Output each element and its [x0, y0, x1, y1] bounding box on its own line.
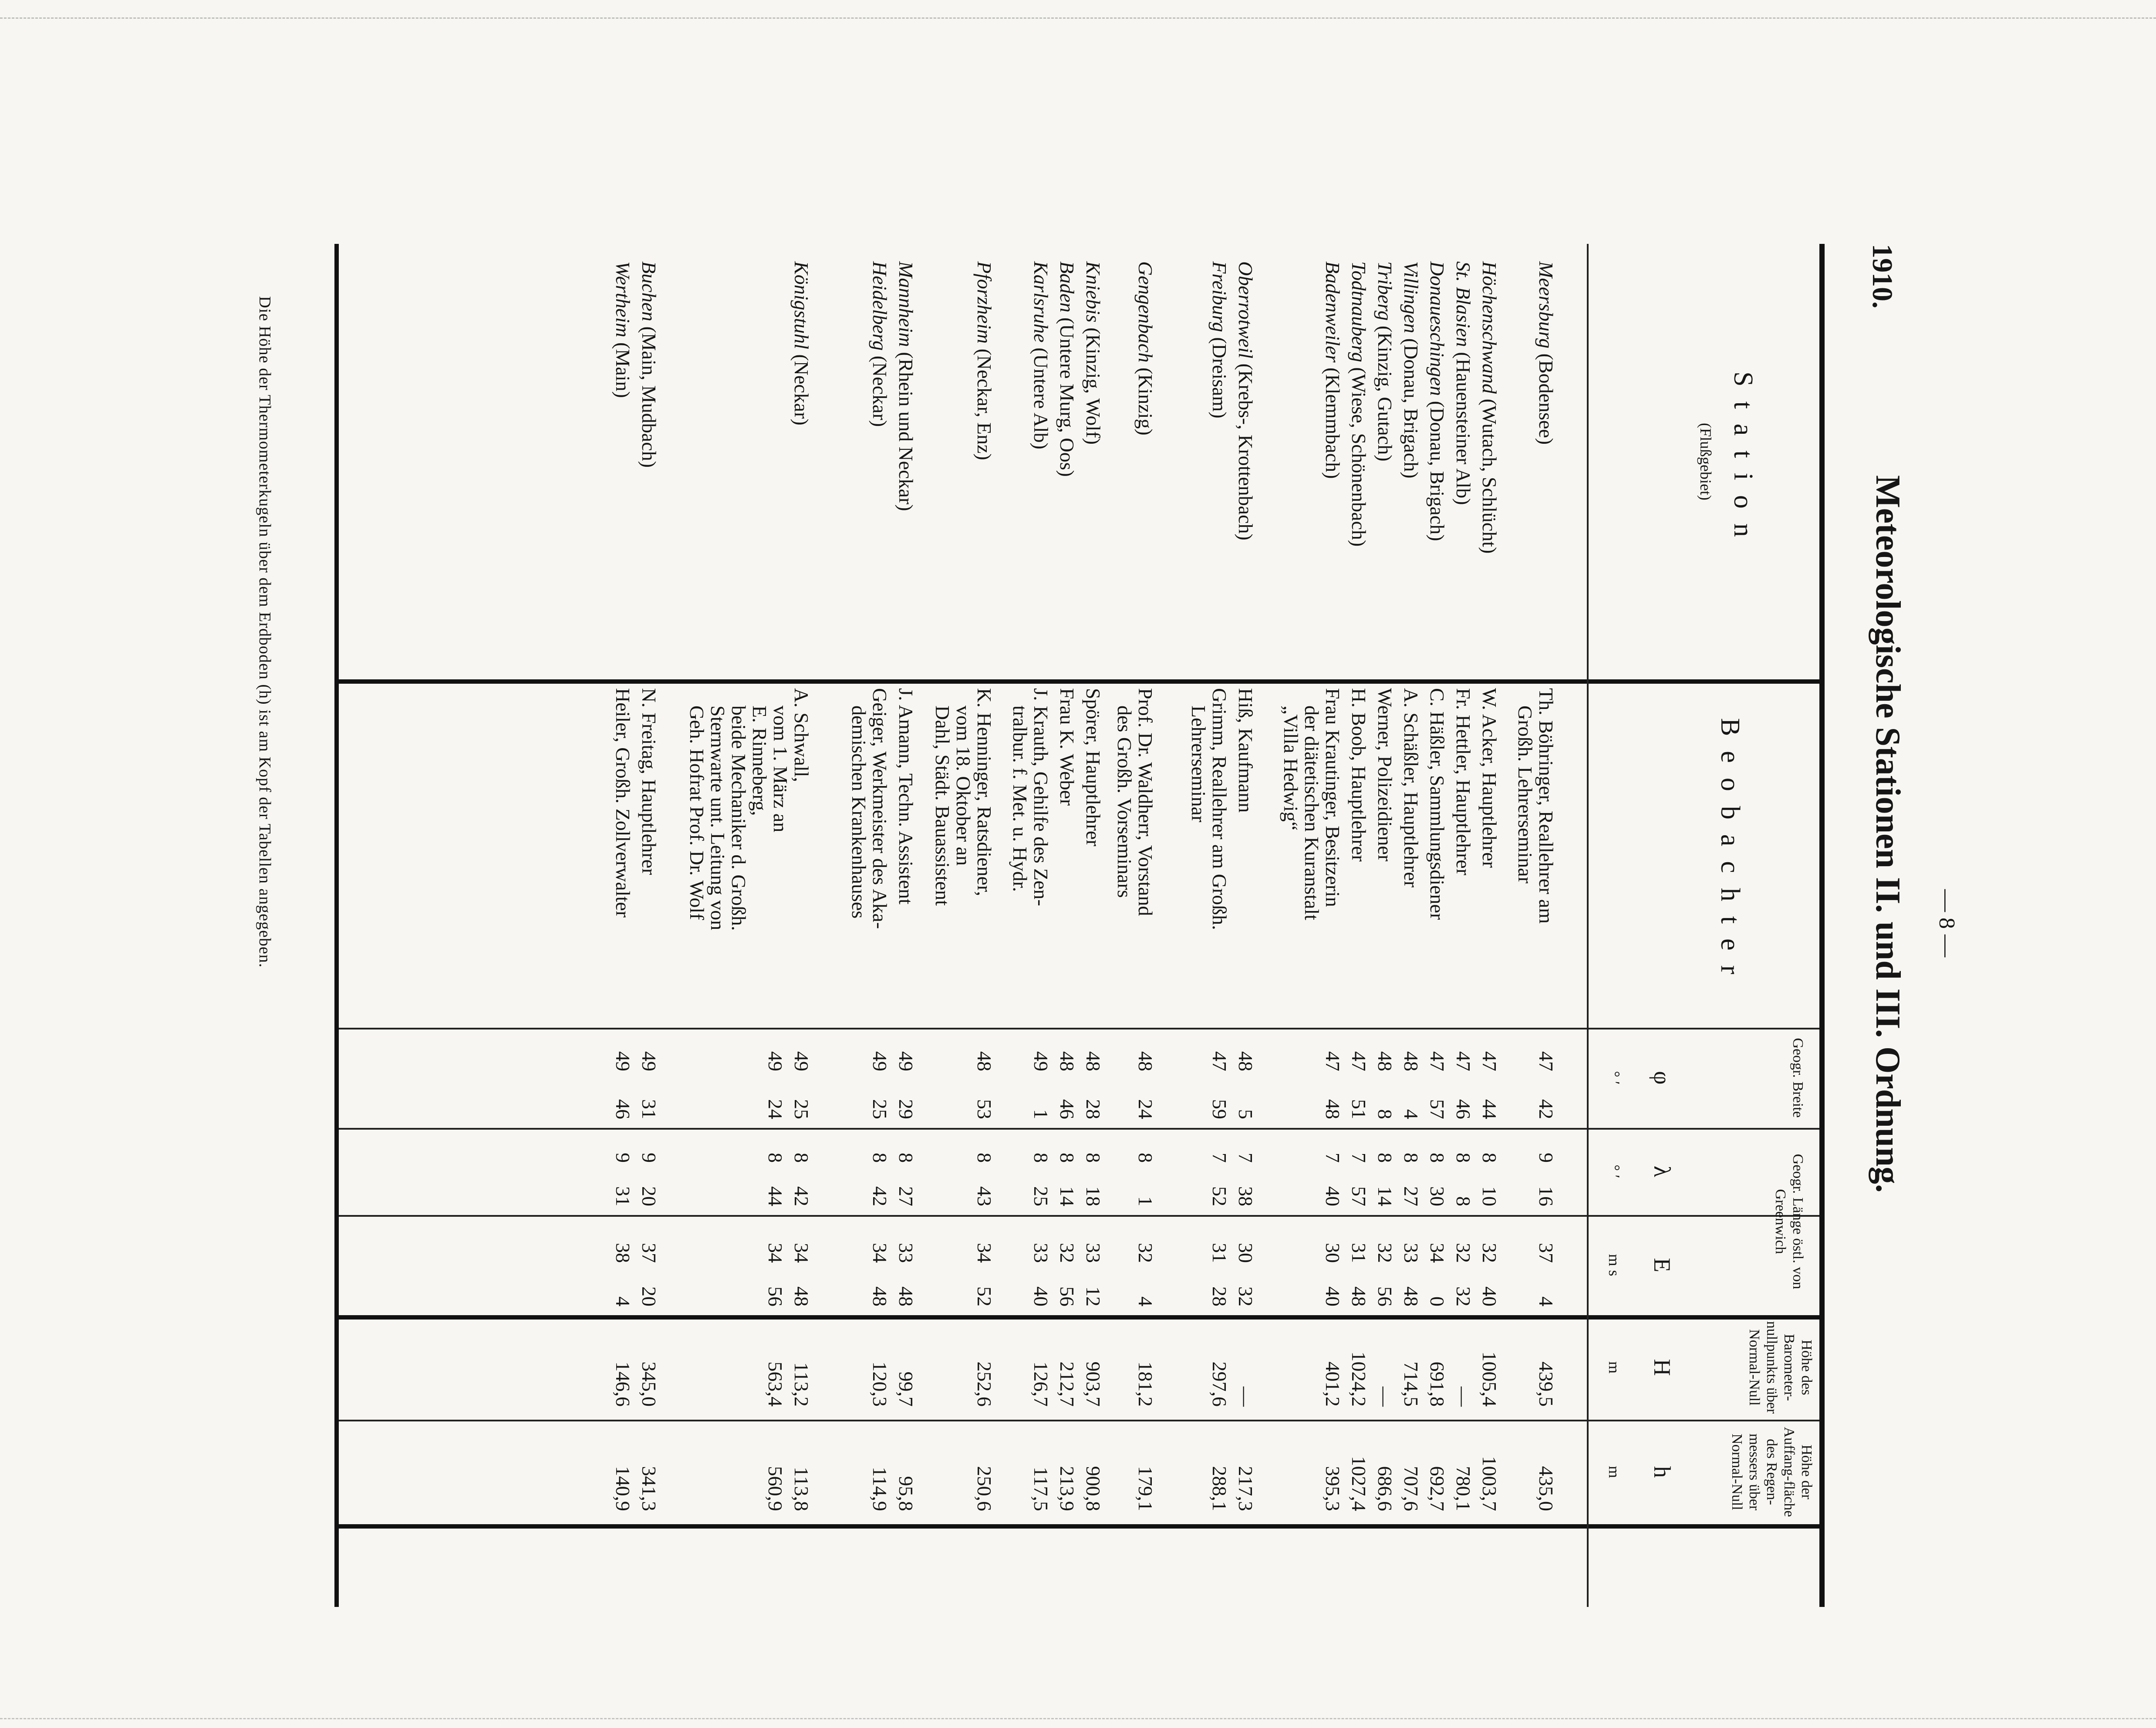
value-lam-deg: 8 — [764, 1153, 786, 1163]
value-lam-min: 52 — [1208, 1186, 1231, 1206]
value-phi-deg: 49 — [612, 1051, 634, 1071]
value-H: 401,2 — [1322, 1361, 1344, 1407]
station-name: Freiburg — [1208, 261, 1231, 332]
value-e-m: 34 — [790, 1243, 813, 1263]
station-cell — [1373, 261, 1397, 675]
value-lam-deg: 8 — [1056, 1153, 1078, 1163]
observer-line: A. Schwall, — [790, 688, 813, 782]
river-basin: (Hauensteiner Alb) — [1452, 347, 1474, 505]
value-h: 288,1 — [1208, 1466, 1231, 1511]
station-name: Wertheim — [612, 261, 634, 338]
value-lam-min: 44 — [764, 1186, 786, 1206]
value-lam-min: 42 — [869, 1186, 891, 1206]
column-rule — [339, 1524, 1819, 1529]
station-name: Mannheim — [895, 261, 917, 347]
value-lam-min: 43 — [973, 1186, 995, 1206]
station-name: Triberg — [1374, 261, 1396, 321]
column-rule — [339, 1420, 1819, 1421]
station-name: Höchenschwand — [1478, 261, 1501, 394]
value-lam-deg: 7 — [1208, 1153, 1231, 1163]
value-phi-min: 59 — [1208, 1099, 1231, 1119]
value-H: 563,4 — [764, 1361, 786, 1407]
value-phi-min: 29 — [895, 1099, 917, 1119]
value-e-s: 48 — [1400, 1286, 1422, 1306]
value-e-m: 32 — [1134, 1243, 1157, 1263]
value-H: — — [1235, 1387, 1257, 1407]
value-h: 213,9 — [1056, 1466, 1078, 1511]
value-e-s: 40 — [1322, 1286, 1344, 1306]
value-lam-min: 27 — [895, 1186, 917, 1206]
value-phi-min: 1 — [1030, 1109, 1052, 1119]
observer-line: E. Rinneberg, — [749, 705, 771, 816]
value-lam-deg: 8 — [1082, 1153, 1104, 1163]
value-h: 140,9 — [612, 1466, 634, 1511]
value-phi-min: 57 — [1426, 1099, 1448, 1119]
value-e-s: 4 — [612, 1296, 634, 1306]
value-lam-deg: 7 — [1348, 1153, 1370, 1163]
value-H: 903,7 — [1082, 1361, 1104, 1407]
value-e-m: 37 — [1535, 1243, 1557, 1263]
observer-line: Th. Böhringer, Reallehrer am — [1535, 688, 1557, 924]
station-cell — [972, 261, 996, 675]
station-header: Station — [1728, 371, 1758, 552]
station-cell — [1425, 261, 1449, 675]
value-e-s: 52 — [973, 1286, 995, 1306]
value-h: 1003,7 — [1478, 1456, 1501, 1511]
observer-line: Sternwarte unt. Leitung von — [707, 705, 729, 931]
value-lam-min: 31 — [612, 1186, 634, 1206]
observer-line: der diätetischen Kuranstalt — [1301, 705, 1323, 921]
station-cell — [1451, 261, 1475, 675]
barometer-height-header: Höhe des Barometer-nullpunkts über Normal-Null — [1746, 1321, 1815, 1414]
value-phi-min: 31 — [638, 1099, 660, 1119]
value-lam-deg: 8 — [895, 1153, 917, 1163]
value-lam-min: 14 — [1374, 1186, 1396, 1206]
value-phi-min: 46 — [1056, 1099, 1078, 1119]
station-name: Königstuhl — [790, 261, 813, 349]
value-H: 1024,2 — [1348, 1351, 1370, 1407]
river-basin: (Main, Mudbach) — [638, 321, 660, 468]
lambda-symbol: λ — [1649, 1165, 1675, 1178]
value-phi-min: 4 — [1400, 1109, 1422, 1119]
observer-line: beide Mechaniker d. Großh. — [728, 705, 750, 931]
value-lam-min: 14 — [1056, 1186, 1078, 1206]
station-cell — [637, 261, 661, 675]
observer-line: Prof. Dr. Waldherr, Vorstand — [1134, 688, 1157, 916]
value-H: 439,5 — [1535, 1361, 1557, 1407]
station-name: Meersburg — [1535, 261, 1557, 349]
value-h: 900,8 — [1082, 1466, 1104, 1511]
value-phi-deg: 49 — [638, 1051, 660, 1071]
value-e-s: 48 — [1348, 1286, 1370, 1306]
value-phi-min: 8 — [1374, 1109, 1396, 1119]
value-H: 120,3 — [869, 1361, 891, 1407]
value-H: 99,7 — [895, 1371, 917, 1407]
observer-line: H. Boob, Hauptlehrer — [1348, 688, 1370, 862]
value-lam-min: 42 — [790, 1186, 813, 1206]
value-lam-deg: 8 — [1400, 1153, 1422, 1163]
value-H: 113,2 — [790, 1362, 813, 1407]
observer-line: demischen Krankenhauses — [848, 705, 870, 919]
value-lam-min: 1 — [1134, 1196, 1157, 1206]
value-lam-min: 10 — [1478, 1186, 1501, 1206]
value-H: — — [1452, 1387, 1474, 1407]
river-basin: (Bodensee) — [1535, 348, 1557, 445]
value-lam-min: 18 — [1082, 1186, 1104, 1206]
value-phi-min: 24 — [764, 1099, 786, 1119]
value-phi-deg: 48 — [1400, 1051, 1422, 1071]
value-lam-min: 38 — [1235, 1186, 1257, 1206]
station-cell — [1207, 261, 1232, 675]
scan-edge-bottom — [0, 1718, 2156, 1719]
observer-line: Heiler, Großh. Zollverwalter — [612, 688, 634, 918]
observer-line: Frau K. Weber — [1056, 688, 1078, 806]
value-phi-deg: 47 — [1322, 1051, 1344, 1071]
value-lam-min: 57 — [1348, 1186, 1370, 1206]
value-h: 686,6 — [1374, 1466, 1396, 1511]
value-H: 1005,4 — [1478, 1351, 1501, 1407]
value-e-s: 20 — [638, 1286, 660, 1306]
station-name: Villingen — [1400, 261, 1422, 334]
h-upper-symbol: H — [1649, 1359, 1675, 1376]
value-H: 212,7 — [1056, 1361, 1078, 1407]
value-phi-min: 24 — [1134, 1099, 1157, 1119]
value-phi-deg: 48 — [1134, 1051, 1157, 1071]
station-name: Buchen — [638, 261, 660, 321]
observer-header: Beobachter — [1715, 718, 1745, 989]
value-e-m: 33 — [1030, 1243, 1052, 1263]
value-e-s: 0 — [1426, 1296, 1448, 1306]
column-rule — [339, 679, 1819, 684]
observer-line: N. Freitag, Hauptlehrer — [638, 688, 660, 875]
station-cell — [1346, 261, 1371, 675]
latitude-header: Geogr. Breite — [1790, 1038, 1806, 1118]
value-lam-deg: 8 — [1478, 1153, 1501, 1163]
value-e-m: 32 — [1478, 1243, 1501, 1263]
river-basin: (Dreisam) — [1208, 332, 1231, 418]
value-h: 435,0 — [1535, 1466, 1557, 1511]
value-phi-deg: 47 — [1478, 1051, 1501, 1071]
station-cell — [1233, 261, 1258, 675]
value-e-m: 32 — [1374, 1243, 1396, 1263]
value-phi-deg: 47 — [1535, 1051, 1557, 1071]
observer-line: J. Amann, Techn. Assistent — [895, 688, 917, 904]
value-e-s: 28 — [1208, 1286, 1231, 1306]
value-e-s: 4 — [1535, 1296, 1557, 1306]
value-lam-deg: 9 — [612, 1153, 634, 1163]
station-name: St. Blasien — [1452, 261, 1474, 347]
station-cell — [867, 261, 892, 675]
value-H: 714,5 — [1400, 1361, 1422, 1407]
value-phi-deg: 48 — [1082, 1051, 1104, 1071]
station-name: Badenweiler — [1322, 261, 1344, 363]
footnote: Die Höhe der Thermometerkugeln über dem Erdboden (h) ist am Kopf der Tabellen angegeben. — [256, 296, 274, 968]
station-cell — [1133, 261, 1157, 675]
river-basin: (Untere Murg, Oos) — [1056, 312, 1078, 477]
h-lower-symbol: h — [1649, 1466, 1675, 1478]
value-lam-deg: 9 — [638, 1153, 660, 1163]
value-lam-min: 30 — [1426, 1186, 1448, 1206]
value-h: 217,3 — [1235, 1466, 1257, 1511]
value-lam-deg: 8 — [1426, 1153, 1448, 1163]
value-lam-min: 20 — [638, 1186, 660, 1206]
value-h: 707,6 — [1400, 1466, 1422, 1511]
value-H: — — [1374, 1387, 1396, 1407]
value-phi-deg: 48 — [1235, 1051, 1257, 1071]
rotated-document-page — [192, 244, 1959, 1607]
station-subheader: (Flußgebiet) — [1697, 423, 1714, 500]
value-lam-deg: 9 — [1535, 1153, 1557, 1163]
value-phi-min: 53 — [973, 1099, 995, 1119]
station-name: Gengenbach — [1134, 261, 1157, 363]
value-lam-min: 8 — [1452, 1196, 1474, 1206]
phi-symbol: φ — [1649, 1071, 1675, 1085]
station-name: Baden — [1056, 261, 1078, 313]
station-name: Pforzheim — [973, 261, 995, 344]
observer-line: A. Schäßler, Hauptlehrer — [1400, 688, 1422, 888]
value-H: 126,7 — [1030, 1361, 1052, 1407]
station-name: Oberrotweil — [1235, 261, 1257, 359]
observer-line: Dahl, Städt. Bauassistent — [931, 705, 954, 906]
unit-m-s: m s — [1606, 1254, 1623, 1276]
value-lam-deg: 8 — [1134, 1153, 1157, 1163]
longitude-header: Geogr. Länge östl. von Greenwich — [1772, 1154, 1806, 1289]
value-e-s: 48 — [869, 1286, 891, 1306]
value-e-m: 30 — [1322, 1243, 1344, 1263]
value-lam-deg: 8 — [1452, 1153, 1474, 1163]
observer-line: K. Henninger, Ratsdiener, — [973, 688, 995, 896]
station-cell — [789, 261, 813, 675]
page-number: — 8 — — [1934, 889, 1959, 957]
value-h: 692,7 — [1426, 1466, 1448, 1511]
river-basin: (Wiese, Schönenbach) — [1348, 362, 1370, 547]
river-basin: (Untere Alb) — [1030, 342, 1052, 449]
value-phi-deg: 49 — [790, 1051, 813, 1071]
value-phi-min: 46 — [1452, 1099, 1474, 1119]
value-e-m: 34 — [869, 1243, 891, 1263]
value-lam-deg: 7 — [1322, 1153, 1344, 1163]
value-e-s: 40 — [1478, 1286, 1501, 1306]
rain-gauge-height-header: Höhe der Auffang-fläche des Regen-messers über Normal-Null — [1729, 1427, 1815, 1517]
value-phi-deg: 49 — [1030, 1051, 1052, 1071]
river-basin: (Krebs-, Krottenbach) — [1235, 358, 1257, 540]
station-cell — [1081, 261, 1105, 675]
river-basin: (Wutach, Schlücht) — [1478, 394, 1501, 554]
value-e-m: 34 — [1426, 1243, 1448, 1263]
station-cell — [611, 261, 635, 675]
value-e-m: 38 — [612, 1243, 634, 1263]
observer-line: Lehrerseminar — [1188, 705, 1210, 823]
value-h: 114,9 — [869, 1467, 891, 1511]
observer-line: Geh. Hofrat Prof. Dr. Wolf — [686, 705, 708, 920]
value-e-s: 56 — [764, 1286, 786, 1306]
value-h: 341,3 — [638, 1466, 660, 1511]
page-title: Meteorologische Stationen II. und III. Ordnung. — [1869, 475, 1907, 1193]
observer-line: Frau Krautinger, Besitzerin — [1322, 688, 1344, 907]
value-e-s: 4 — [1134, 1296, 1157, 1306]
value-e-m: 31 — [1208, 1243, 1231, 1263]
value-lam-deg: 8 — [1030, 1153, 1052, 1163]
value-h: 560,9 — [764, 1466, 786, 1511]
observer-line: „Villa Hedwig“ — [1280, 705, 1302, 831]
value-phi-min: 28 — [1082, 1099, 1104, 1119]
unit-deg-min: ° ′ — [1606, 1071, 1623, 1085]
river-basin: (Klemmbach) — [1322, 362, 1344, 479]
column-rule — [339, 1028, 1819, 1029]
stations-table — [334, 244, 1825, 1607]
value-phi-min: 25 — [869, 1099, 891, 1119]
value-e-s: 48 — [790, 1286, 813, 1306]
value-h: 179,1 — [1134, 1466, 1157, 1511]
value-e-s: 56 — [1374, 1286, 1396, 1306]
column-rule — [339, 1128, 1819, 1130]
value-h: 113,8 — [790, 1467, 813, 1511]
value-phi-min: 51 — [1348, 1099, 1370, 1119]
value-e-m: 33 — [1400, 1243, 1422, 1263]
unit-m: m — [1606, 1361, 1623, 1374]
river-basin: (Donau, Brigach) — [1426, 396, 1448, 541]
value-lam-deg: 8 — [869, 1153, 891, 1163]
station-name: Donaueschingen — [1426, 261, 1448, 396]
value-H: 297,6 — [1208, 1361, 1231, 1407]
river-basin: (Neckar) — [790, 349, 813, 425]
value-phi-deg: 49 — [764, 1051, 786, 1071]
value-lam-deg: 8 — [1374, 1153, 1396, 1163]
observer-line: Hiß, Kaufmann — [1235, 688, 1257, 813]
value-H: 252,6 — [973, 1361, 995, 1407]
river-basin: (Neckar) — [869, 351, 891, 427]
station-cell — [1477, 261, 1501, 675]
value-e-s: 32 — [1235, 1286, 1257, 1306]
station-cell — [1320, 261, 1345, 675]
river-basin: (Neckar, Enz) — [973, 344, 995, 460]
value-e-s: 56 — [1056, 1286, 1078, 1306]
observer-line: Geiger, Werkmeister des Aka- — [869, 688, 891, 929]
river-basin: (Kinzig, Wolf) — [1082, 322, 1104, 445]
river-basin: (Kinzig) — [1134, 362, 1157, 435]
value-phi-deg: 48 — [973, 1051, 995, 1071]
value-e-m: 34 — [764, 1243, 786, 1263]
value-h: 780,1 — [1452, 1466, 1474, 1511]
year-label: 1910. — [1866, 244, 1898, 309]
column-rule — [339, 1215, 1819, 1217]
value-h: 250,6 — [973, 1466, 995, 1511]
observer-line: Werner, Polizeidiener — [1374, 688, 1396, 862]
value-lam-min: 16 — [1535, 1186, 1557, 1206]
value-lam-min: 27 — [1400, 1186, 1422, 1206]
value-e-m: 32 — [1056, 1243, 1078, 1263]
value-phi-deg: 47 — [1208, 1051, 1231, 1071]
value-phi-min: 5 — [1235, 1109, 1257, 1119]
value-lam-deg: 8 — [973, 1153, 995, 1163]
value-phi-min: 44 — [1478, 1099, 1501, 1119]
value-phi-deg: 47 — [1452, 1051, 1474, 1071]
unit-deg-min: ° ′ — [1606, 1164, 1623, 1178]
e-symbol: E — [1649, 1258, 1675, 1272]
unit-m: m — [1606, 1465, 1623, 1478]
value-e-m: 33 — [895, 1243, 917, 1263]
value-phi-min: 46 — [612, 1099, 634, 1119]
value-e-m: 32 — [1452, 1243, 1474, 1263]
observer-line: vom 18. Oktober an — [952, 705, 975, 866]
value-h: 95,8 — [895, 1476, 917, 1511]
observer-line: W. Acker, Hauptlehrer — [1478, 688, 1501, 868]
header-rule — [1587, 244, 1589, 1607]
value-phi-min: 48 — [1322, 1099, 1344, 1119]
column-rule — [339, 1315, 1819, 1320]
value-e-s: 40 — [1030, 1286, 1052, 1306]
value-e-m: 33 — [1082, 1243, 1104, 1263]
observer-line: C. Häßler, Sammlungsdiener — [1426, 688, 1448, 920]
station-name: Todtnauberg — [1348, 261, 1370, 362]
value-phi-deg: 47 — [1426, 1051, 1448, 1071]
river-basin: (Main) — [612, 337, 634, 398]
value-e-m: 30 — [1235, 1243, 1257, 1263]
value-e-m: 37 — [638, 1243, 660, 1263]
value-H: 345,0 — [638, 1361, 660, 1407]
station-name: Heidelberg — [869, 261, 891, 351]
observer-line: vom 1. März an — [769, 705, 792, 833]
value-H: 146,6 — [612, 1361, 634, 1407]
value-phi-deg: 48 — [1374, 1051, 1396, 1071]
observer-line: J. Krauth, Gehilfe des Zen- — [1030, 688, 1052, 906]
scan-edge-top — [0, 17, 2156, 19]
station-name: Karlsruhe — [1030, 261, 1052, 343]
observer-line: Fr. Hettler, Hauptlehrer — [1452, 688, 1474, 875]
value-phi-deg: 49 — [869, 1051, 891, 1071]
value-H: 181,2 — [1134, 1361, 1157, 1407]
observer-line: Grimm, Reallehrer am Großh. — [1208, 688, 1231, 930]
river-basin: (Donau, Brigach) — [1400, 333, 1422, 479]
value-lam-min: 40 — [1322, 1186, 1344, 1206]
station-cell — [1055, 261, 1079, 675]
observer-line: des Großh. Vorseminars — [1113, 705, 1136, 898]
value-phi-deg: 48 — [1056, 1051, 1078, 1071]
station-cell — [1399, 261, 1423, 675]
value-h: 117,5 — [1030, 1467, 1052, 1511]
value-e-s: 48 — [895, 1286, 917, 1306]
value-h: 395,3 — [1322, 1466, 1344, 1511]
observer-line: tralbur. f. Met. u. Hydr. — [1009, 705, 1031, 892]
station-cell — [1029, 261, 1053, 675]
value-phi-min: 25 — [790, 1099, 813, 1119]
value-lam-deg: 7 — [1235, 1153, 1257, 1163]
value-h: 1027,4 — [1348, 1456, 1370, 1511]
value-phi-deg: 49 — [895, 1051, 917, 1071]
station-cell — [1534, 261, 1558, 675]
observer-line: Großh. Lehrerseminar — [1514, 705, 1536, 884]
river-basin: (Kinzig, Gutach) — [1374, 321, 1396, 462]
value-lam-deg: 8 — [790, 1153, 813, 1163]
value-e-m: 31 — [1348, 1243, 1370, 1263]
station-name: Kniebis — [1082, 261, 1104, 323]
value-H: 691,8 — [1426, 1361, 1448, 1407]
value-lam-min: 25 — [1030, 1186, 1052, 1206]
value-e-s: 32 — [1452, 1286, 1474, 1306]
station-cell — [894, 261, 918, 675]
value-phi-min: 42 — [1535, 1099, 1557, 1119]
value-e-m: 34 — [973, 1243, 995, 1263]
observer-line: Spörer, Hauptlehrer — [1082, 688, 1104, 847]
value-phi-deg: 47 — [1348, 1051, 1370, 1071]
value-e-s: 12 — [1082, 1286, 1104, 1306]
river-basin: (Rhein und Neckar) — [895, 347, 917, 511]
